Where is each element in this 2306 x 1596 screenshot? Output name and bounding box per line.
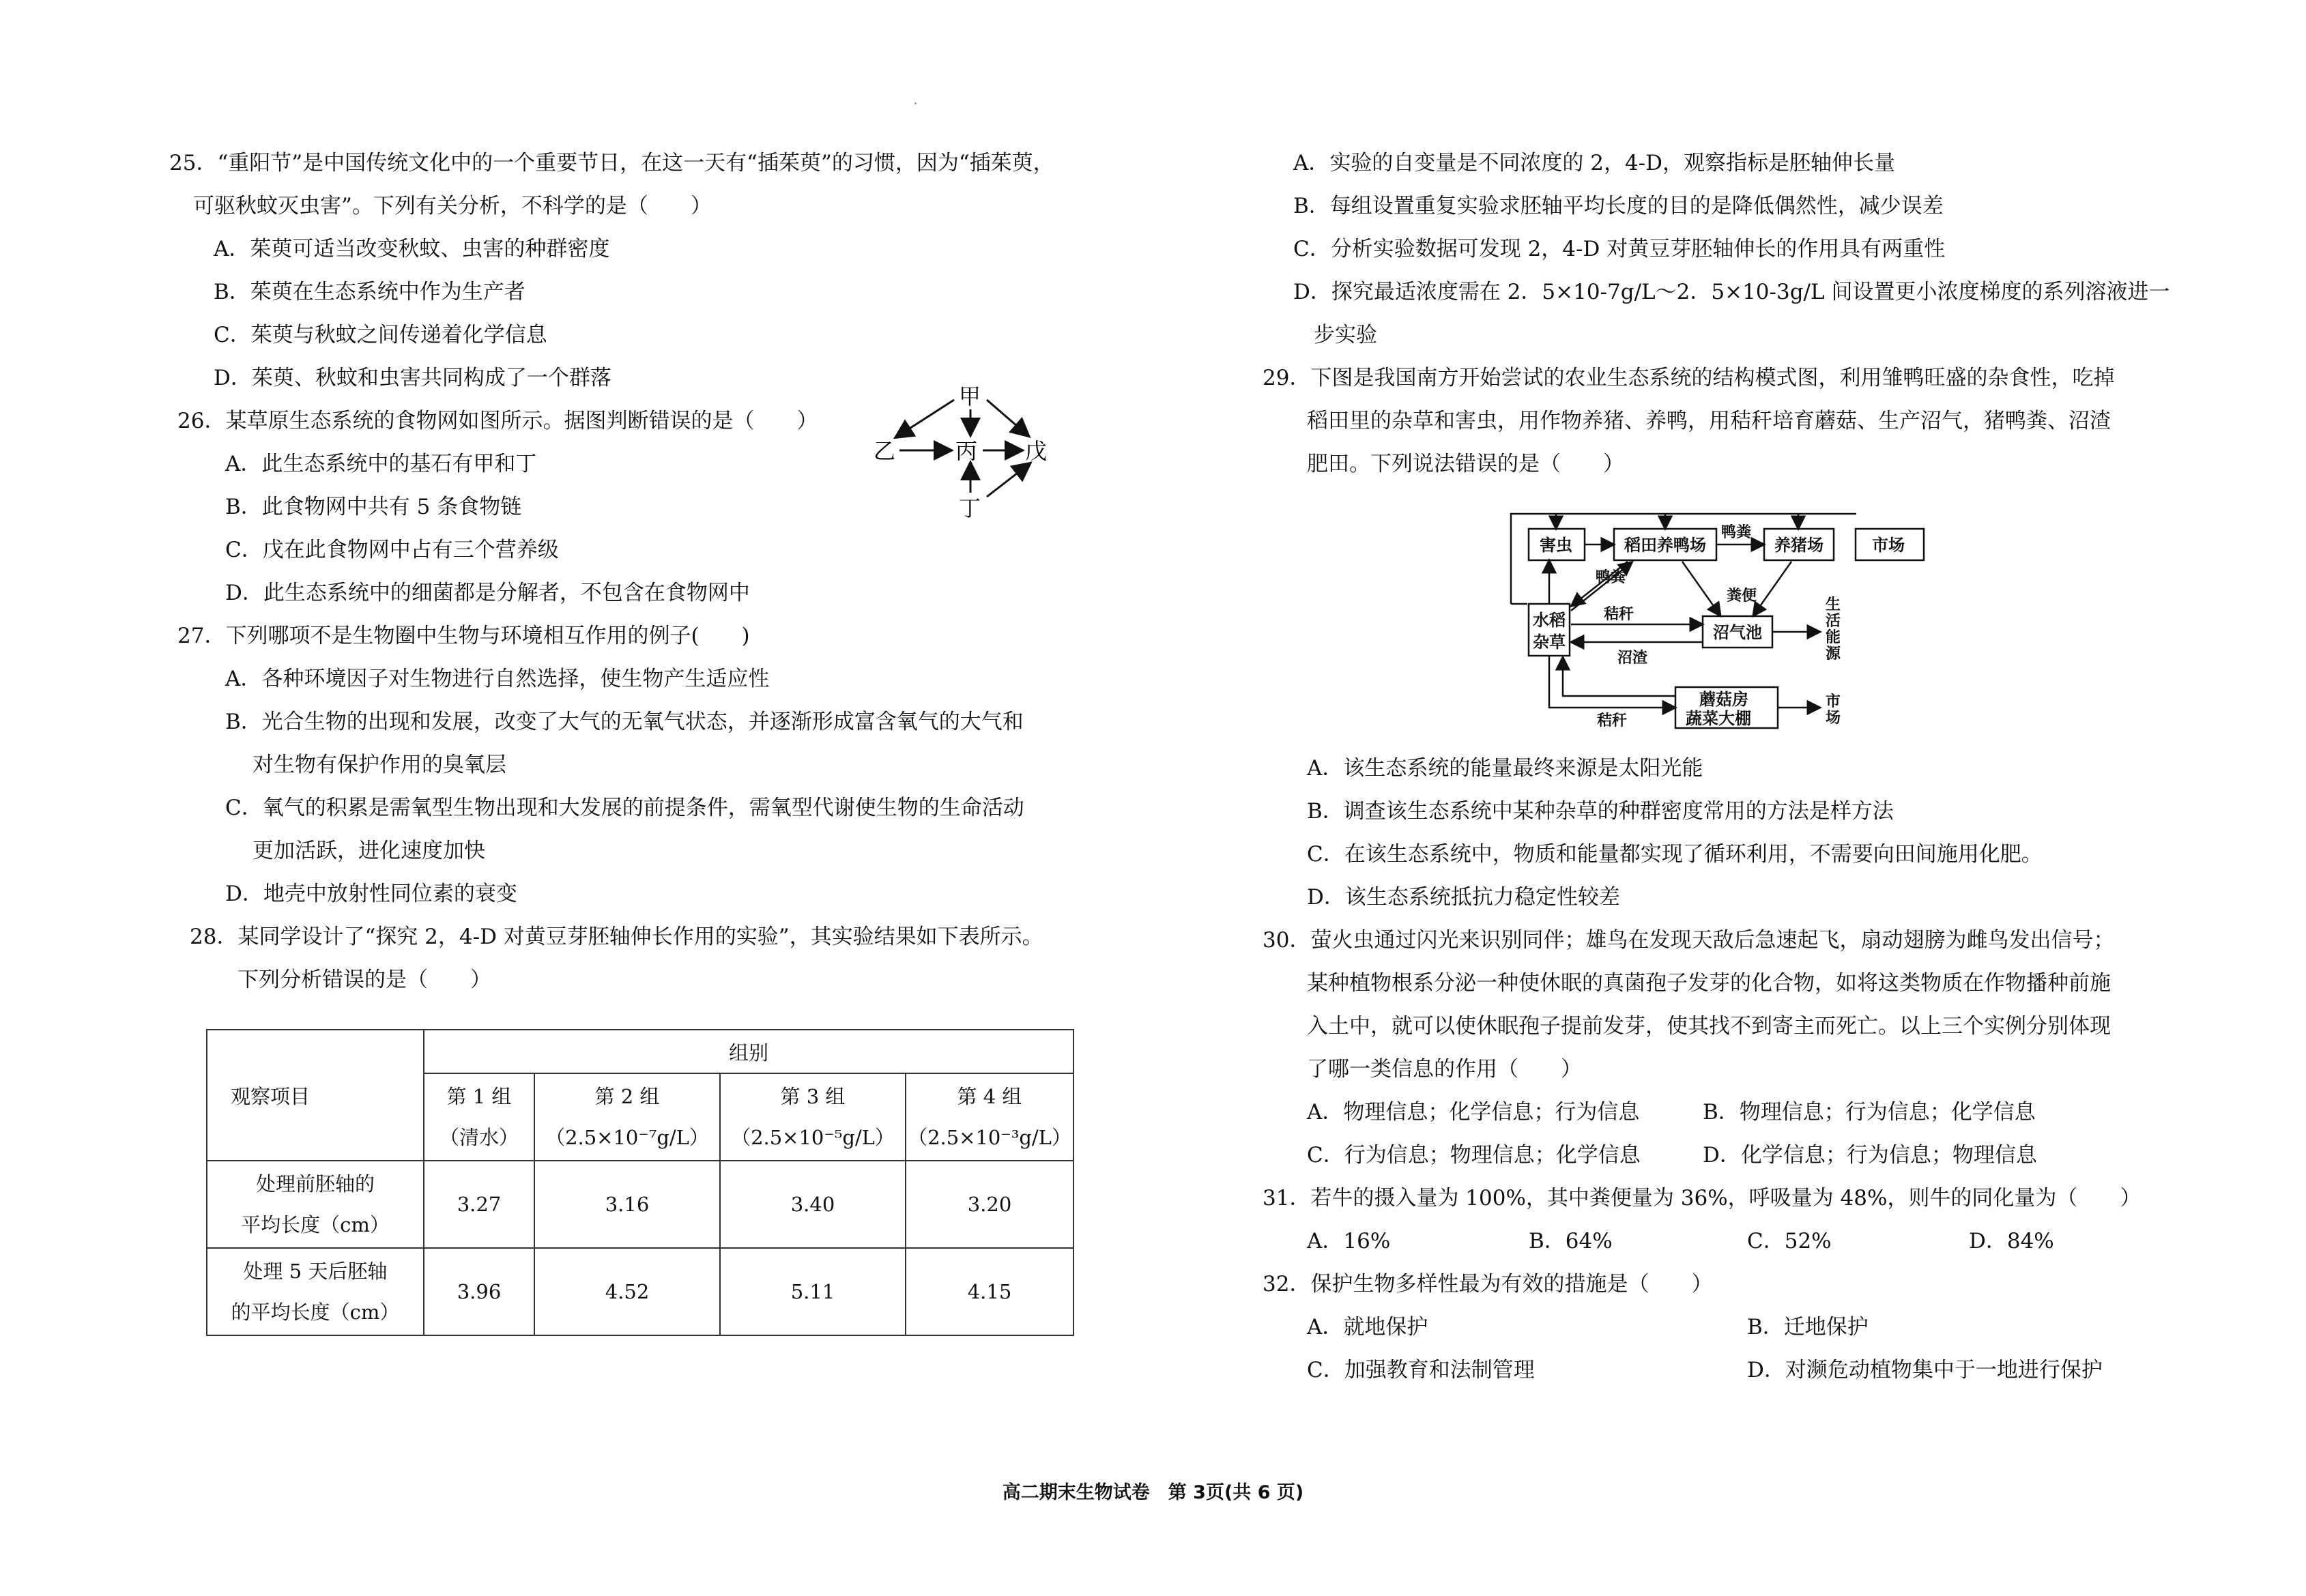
table-cell: 4.15	[906, 1248, 1073, 1335]
table-cell: 3.96	[424, 1248, 534, 1335]
q26-option-b: B．此食物网中共有 5 条食物链	[225, 495, 522, 519]
q32-option-b: B．迁地保护	[1747, 1315, 1869, 1339]
q30-stem-line3: 入土中，就可以使休眠孢子提前发芽，使其找不到寄主而死亡。以上三个实例分别体现	[1307, 1014, 2111, 1039]
market-box-overlay	[1853, 525, 1928, 566]
table-group-4	[906, 1073, 1073, 1161]
label-straw-mid: 秸秆	[1604, 606, 1634, 623]
label-duck-farm: 稻田养鸭场	[1624, 536, 1706, 555]
q28-option-a: A．实验的自变量是不同浓度的 2，4-D，观察指标是胚轴伸长量	[1293, 151, 1896, 175]
table-row	[207, 1248, 1073, 1335]
q31-stem: 31．若牛的摄入量为 100%，其中粪便量为 36%，呼吸量为 48%，则牛的同化量为（ ）	[1263, 1186, 2142, 1210]
group-3-cond: （2.5×10⁻⁵g/L）	[731, 1126, 895, 1149]
table-cell: 4.52	[534, 1248, 720, 1335]
table-cell: 3.40	[720, 1161, 906, 1248]
experiment-table	[206, 1029, 1074, 1336]
q30-option-a: A．物理信息；化学信息；行为信息	[1307, 1100, 1640, 1125]
label-market-top: 市场	[1872, 536, 1905, 555]
label-dung: 粪便	[1727, 587, 1757, 605]
label-market-side-1: 市	[1826, 693, 1841, 710]
group-2-name: 第 2 组	[594, 1085, 660, 1108]
label-energy-2: 活	[1826, 613, 1841, 630]
label-pig-farm: 养猪场	[1774, 536, 1824, 555]
q25-stem-line1: 25．“重阳节”是中国传统文化中的一个重要节日，在这一天有“插茱萸”的习惯，因为“插茱萸，	[169, 151, 1054, 175]
q25-option-b: B．茱萸在生态系统中作为生产者	[214, 280, 525, 304]
table-cell: 3.16	[534, 1161, 720, 1248]
q30-stem-line2: 某种植物根系分泌一种使休眠的真菌孢子发芽的化合物，如将这类物质在作物播种前施	[1307, 971, 2111, 996]
food-web-node-jia: 甲	[959, 383, 981, 409]
arrow-ding-wu	[987, 464, 1029, 497]
q31-option-b: B．64%	[1529, 1229, 1613, 1253]
q29-stem-line3: 肥田。下列说法错误的是（ ）	[1307, 452, 1624, 476]
q27-stem: 27．下列哪项不是生物圈中生物与环境相互作用的例子( )	[177, 624, 750, 648]
q26-option-c: C．戊在此食物网中占有三个营养级	[225, 538, 559, 562]
q25-option-d: D．茱萸、秋蚊和虫害共同构成了一个群落	[214, 366, 611, 390]
table-group-1	[424, 1073, 534, 1161]
table-item-header: 观察项目	[207, 1030, 424, 1161]
q29-stem-line1: 29．下图是我国南方开始尝试的农业生态系统的结构模式图，利用雏鸭旺盛的杂食性，吃掉	[1263, 366, 2115, 390]
q28-option-c: C．分析实验数据可发现 2，4-D 对黄豆芽胚轴伸长的作用具有两重性	[1293, 237, 1946, 261]
q30-option-d: D．化学信息；行为信息；物理信息	[1703, 1143, 2037, 1167]
label-weed: 杂草	[1533, 633, 1566, 652]
group-4-name: 第 4 组	[957, 1085, 1022, 1108]
group-3-name: 第 3 组	[780, 1085, 846, 1108]
food-web-node-wu: 戊	[1025, 438, 1048, 464]
table-row	[207, 1161, 1073, 1248]
food-web-diagram	[867, 382, 1071, 525]
row-2-label-line2: 的平均长度（cm）	[231, 1301, 400, 1324]
label-mushroom: 蘑菇房	[1699, 690, 1748, 709]
q28-option-d-line1: D．探究最适浓度需在 2．5×10-7g/L～2．5×10-3g/L 间设置更小浓度梯度的系列溶液进一	[1293, 280, 2170, 304]
row-1-label	[207, 1161, 424, 1248]
label-duck-dung: 鸭粪	[1596, 569, 1626, 586]
table-group-2	[534, 1073, 720, 1161]
q29-stem-line2: 稻田里的杂草和害虫，用作物养猪、养鸭，用秸秆培育蘑菇、生产沼气，猪鸭粪、沼渣	[1307, 409, 2111, 433]
q31-option-d: D．84%	[1969, 1229, 2054, 1253]
q28-stem-line2: 下列分析错误的是（ ）	[237, 968, 491, 992]
q29-option-c: C．在该生态系统中，物质和能量都实现了循环利用，不需要向田间施用化肥。	[1307, 842, 2043, 867]
row-1-label-line1: 处理前胚轴的	[255, 1172, 375, 1195]
q30-option-b: B．物理信息；行为信息；化学信息	[1703, 1100, 2036, 1125]
q27-option-b-line1: B．光合生物的出现和发展，改变了大气的无氧气状态，并逐渐形成富含氧气的大气和	[225, 710, 1024, 734]
q27-option-c-line2: 更加活跃，进化速度加快	[253, 839, 485, 863]
q27-option-b-line2: 对生物有保护作用的臭氧层	[253, 753, 506, 777]
label-rice: 水稻	[1533, 611, 1566, 630]
q26-option-a: A．此生态系统中的基石有甲和丁	[225, 452, 537, 476]
label-straw-bottom: 秸秆	[1597, 712, 1628, 729]
label-energy-4: 源	[1826, 645, 1841, 663]
q28-option-b: B．每组设置重复实验求胚轴平均长度的目的是降低偶然性，减少误差	[1293, 194, 1944, 218]
table-group-3	[720, 1073, 906, 1161]
table-group-header: 组别	[424, 1030, 1073, 1073]
row-1-label-line2: 平均长度（cm）	[241, 1213, 390, 1236]
label-greenhouse: 蔬菜大棚	[1686, 709, 1751, 728]
q26-option-d: D．此生态系统中的细菌都是分解者，不包含在食物网中	[225, 581, 750, 605]
q28-option-d-line2: 步实验	[1314, 323, 1377, 347]
food-web-node-bing: 丙	[955, 438, 978, 464]
label-biogas: 沼气池	[1713, 623, 1762, 642]
q25-option-a: A．茱萸可适当改变秋蚊、虫害的种群密度	[214, 237, 610, 261]
q30-stem-line4: 了哪一类信息的作用（ ）	[1307, 1057, 1582, 1082]
label-energy-1: 生	[1826, 596, 1841, 613]
table-cell: 5.11	[720, 1248, 906, 1335]
label-energy-3: 能	[1826, 629, 1841, 646]
arrow-jia-wu	[987, 400, 1028, 435]
q26-stem: 26．某草原生态系统的食物网如图所示。据图判断错误的是（ ）	[177, 409, 818, 433]
q32-option-d: D．对濒危动植物集中于一地进行保护	[1747, 1358, 2103, 1382]
q29-option-a: A．该生态系统的能量最终来源是太阳光能	[1307, 756, 1703, 781]
page-footer: 高二期末生物试卷 第 3页(共 6 页)	[1002, 1482, 1304, 1503]
table-cell: 3.20	[906, 1161, 1073, 1248]
q31-option-a: A．16%	[1307, 1229, 1391, 1253]
q32-stem: 32．保护生物多样性最为有效的措施是（ ）	[1263, 1272, 1713, 1296]
label-market-side-2: 场	[1826, 710, 1841, 727]
row-2-label-line1: 处理 5 天后胚轴	[243, 1260, 388, 1283]
food-web-node-yi: 乙	[874, 438, 896, 464]
group-2-cond: （2.5×10⁻⁷g/L）	[545, 1126, 709, 1149]
row-2-label	[207, 1248, 424, 1335]
arrow-jia-yi	[897, 400, 954, 437]
group-4-cond: （2.5×10⁻³g/L）	[908, 1126, 1071, 1149]
food-web-node-ding: 丁	[959, 495, 981, 521]
q27-option-d: D．地壳中放射性同位素的衰变	[225, 882, 517, 906]
q32-option-c: C．加强教育和法制管理	[1307, 1358, 1535, 1382]
q25-option-c: C．茱萸与秋蚊之间传递着化学信息	[214, 323, 547, 347]
scan-dot	[914, 102, 917, 104]
q31-option-c: C．52%	[1747, 1229, 1832, 1253]
q32-option-a: A．就地保护	[1307, 1315, 1428, 1339]
group-1-name: 第 1 组	[446, 1085, 512, 1108]
label-residue: 沼渣	[1617, 650, 1648, 667]
q27-option-a: A．各种环境因子对生物进行自然选择，使生物产生适应性	[225, 667, 770, 691]
agro-ecosystem-diagram	[1501, 508, 1870, 734]
q29-option-d: D．该生态系统抵抗力稳定性较差	[1307, 885, 1620, 910]
q25-stem-line2: 可驱秋蚊灭虫害”。下列有关分析，不科学的是（ ）	[193, 194, 712, 218]
group-1-cond: （清水）	[439, 1126, 519, 1149]
q27-option-c-line1: C．氧气的积累是需氧型生物出现和大发展的前提条件，需氧型代谢使生物的生命活动	[225, 796, 1024, 820]
q30-stem-line1: 30．萤火虫通过闪光来识别同伴；雄鸟在发现天敌后急速起飞，扇动翅膀为雌鸟发出信号；	[1263, 928, 2115, 953]
q29-option-b: B．调查该生态系统中某种杂草的种群密度常用的方法是样方法	[1307, 799, 1894, 824]
label-duck-dung-top: 鸭粪	[1721, 524, 1752, 541]
label-pest: 害虫	[1540, 536, 1572, 555]
q30-option-c: C．行为信息；物理信息；化学信息	[1307, 1143, 1641, 1167]
q28-stem-line1: 28．某同学设计了“探究 2，4-D 对黄豆芽胚轴伸长作用的实验”，其实验结果如下表所示。	[190, 925, 1043, 949]
table-cell: 3.27	[424, 1161, 534, 1248]
